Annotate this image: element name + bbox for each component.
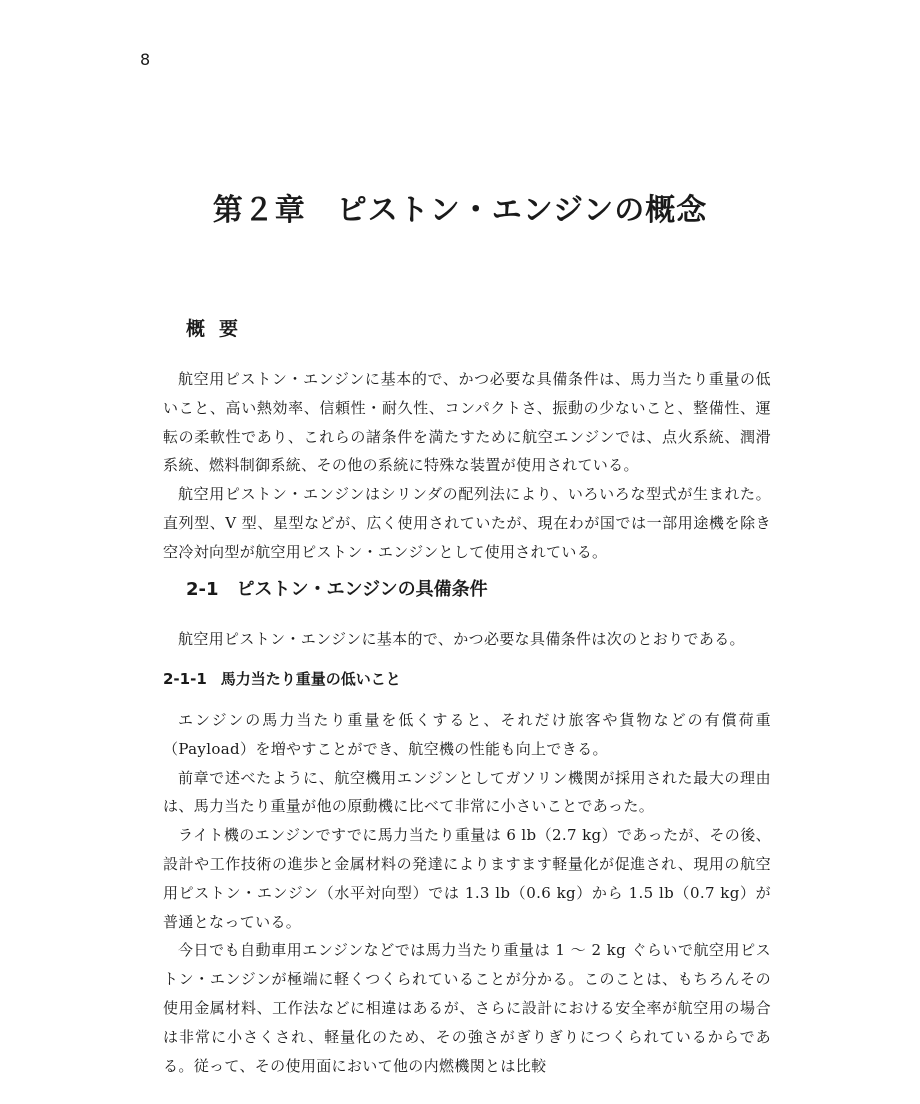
subsection-number: 2-1-1	[163, 670, 207, 688]
subsection-body	[163, 706, 771, 1080]
overview-body	[163, 365, 771, 567]
section-heading	[186, 575, 488, 601]
overview-paragraph: 航空用ピストン・エンジンはシリンダの配列法により、いろいろな型式が生まれた。直列型、V 型、星型などが、広く使用されていたが、現在わが国では一部用途機を除き空冷対向型が航空用ピストン・エンジンとして使用されている。	[163, 485, 771, 561]
section-body	[163, 625, 771, 654]
overview-paragraph: 航空用ピストン・エンジンに基本的で、かつ必要な具備条件は、馬力当たり重量の低いこと、高い熱効率、信頼性・耐久性、コンパクトさ、振動の少ないこと、整備性、運転の柔軟性であり、これらの諸条件を満たすために航空エンジンでは、点火系統、潤滑系統、燃料制御系統、その他の系統に特殊な装置が使用されている。	[163, 370, 771, 475]
section-intro: 航空用ピストン・エンジンに基本的で、かつ必要な具備条件は次のとおりである。	[178, 630, 745, 648]
subsection-heading	[163, 668, 401, 689]
subsection-title: 馬力当たり重量の低いこと	[220, 670, 401, 688]
subsection-paragraph: 今日でも自動車用エンジンなどでは馬力当たり重量は 1 ～ 2 kg ぐらいで航空用ピストン・エンジンが極端に軽くつくられていることが分かる。このことは、もちろんその使用金属材料、工作法などに相違はあるが、さらに設計における安全率が航空用の場合は非常に小さくされ、軽量化のため、その強さがぎりぎりにつくられているからである。従って、その使用面において他の内燃機関とは比較	[163, 941, 771, 1075]
overview-heading: 概要	[186, 318, 253, 340]
chapter-title: 第２章 ピストン・エンジンの概念	[212, 193, 708, 228]
subsection-paragraph: ライト機のエンジンですでに馬力当たり重量は 6 lb（2.7 kg）であったが、その後、設計や工作技術の進歩と金属材料の発達によりますます軽量化が促進され、現用の航空用ピストン・エンジン（水平対向型）では 1.3 lb（0.6 kg）から 1.5 lb（0.7 kg）が普通となっている。	[163, 826, 771, 931]
subsection-paragraph: エンジンの馬力当たり重量を低くすると、それだけ旅客や貨物などの有償荷重（Payload）を増やすことができ、航空機の性能も向上できる。	[163, 711, 771, 758]
section-title: ピストン・エンジンの具備条件	[236, 579, 488, 600]
page-number: 8	[140, 50, 151, 69]
section-number: 2-1	[186, 579, 219, 600]
subsection-paragraph: 前章で述べたように、航空機用エンジンとしてガソリン機関が採用された最大の理由は、馬力当たり重量が他の原動機に比べて非常に小さいことであった。	[163, 768, 771, 816]
